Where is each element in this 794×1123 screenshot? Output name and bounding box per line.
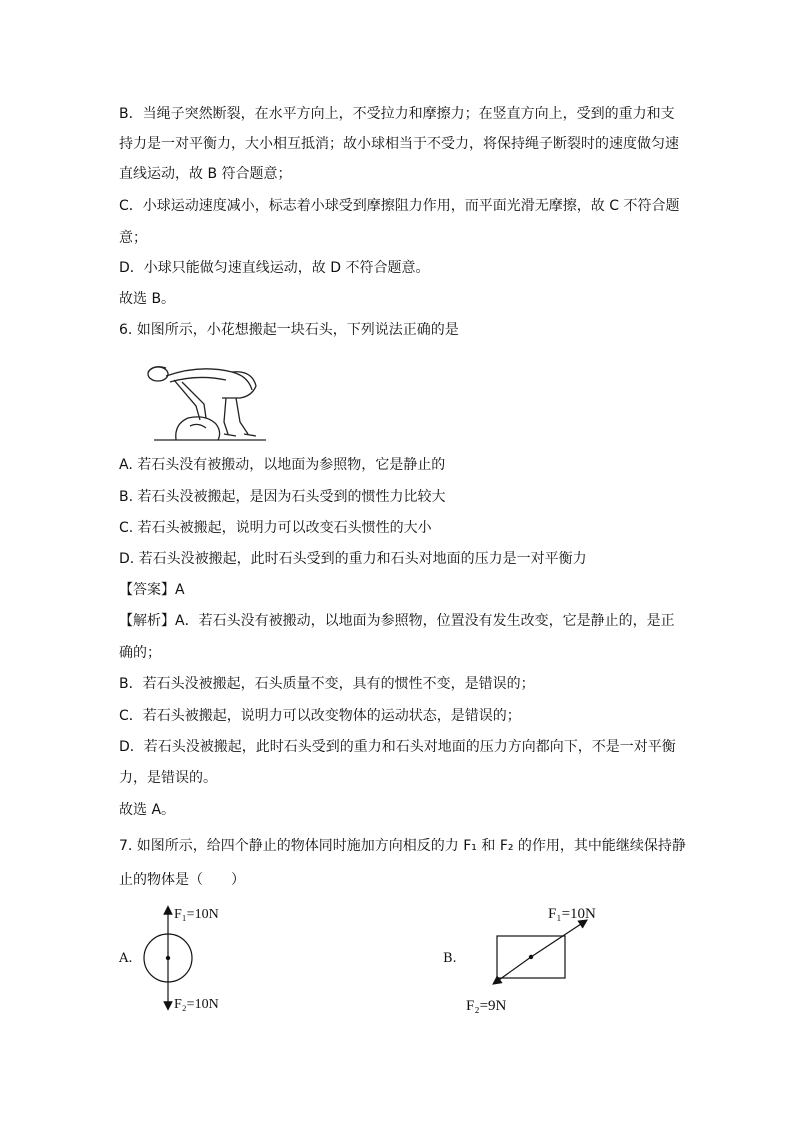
text-line: 直线运动，故 B 符合题意； <box>119 166 292 182</box>
analysis-line: 故选 A。 <box>119 802 176 818</box>
text-line: D．小球只能做匀速直线运动，故 D 不符合题意。 <box>119 260 430 276</box>
option-a: A. 若石头没有被搬动，以地面为参照物，它是静止的 <box>119 457 446 473</box>
text-line: 持力是一对平衡力，大小相互抵消；故小球相当于不受力，将保持绳子断裂时的速度做匀速 <box>119 136 679 152</box>
f2-label: F₂=10N <box>174 997 219 1012</box>
figure-a-label: A. <box>119 951 133 966</box>
analysis-line: 确的； <box>119 645 161 661</box>
f1-label: F₁=10N <box>174 907 219 922</box>
text-line: C．小球运动速度减小，标志着小球受到摩擦阻力作用，而平面光滑无摩擦，故 C 不符合题 <box>119 198 680 214</box>
option-d: D. 若石头没被搬起，此时石头受到的重力和石头对地面的压力是一对平衡力 <box>119 551 587 567</box>
analysis-line: 【解析】A．若石头没有被搬动，以地面为参照物，位置没有发生改变，它是静止的，是正 <box>119 613 675 629</box>
option-b: B. 若石头没被搬起，是因为石头受到的惯性力比较大 <box>119 489 446 505</box>
analysis-line: C．若石头被搬起，说明力可以改变物体的运动状态，是错误的； <box>119 708 521 724</box>
f2-label: F₂=9N <box>466 998 507 1014</box>
question-7-stem: 止的物体是（ ） <box>119 872 245 888</box>
analysis-line: 力，是错误的。 <box>119 770 217 786</box>
text-line: 故选 B。 <box>119 291 176 307</box>
text-line: 意； <box>119 230 147 246</box>
question-6-stem: 6. 如图所示，小花想搬起一块石头，下列说法正确的是 <box>119 322 459 338</box>
lifting-stone-figure <box>140 360 270 445</box>
question-7-stem: 7. 如图所示，给四个静止的物体同时施加方向相反的力 F₁ 和 F₂ 的作用，其中能继续保持静 <box>119 838 686 854</box>
analysis-line: D．若石头没被搬起，此时石头受到的重力和石头对地面的压力方向都向下，不是一对平衡 <box>119 739 676 755</box>
f1-label: F₁=10N <box>548 906 596 922</box>
option-c: C. 若石头被搬起，说明力可以改变石头惯性的大小 <box>119 520 432 536</box>
figure-b-label: B. <box>443 951 457 966</box>
figure-a-circle-forces <box>130 900 260 1020</box>
figure-b-rectangle-forces <box>460 898 640 1022</box>
f1-arrow <box>531 922 584 957</box>
analysis-line: B．若石头没被搬起，石头质量不变，具有的惯性不变，是错误的； <box>119 676 535 692</box>
answer-label: 【答案】A <box>119 582 185 598</box>
text-line: B．当绳子突然断裂，在水平方向上，不受拉力和摩擦力；在竖直方向上，受到的重力和支 <box>119 106 675 122</box>
